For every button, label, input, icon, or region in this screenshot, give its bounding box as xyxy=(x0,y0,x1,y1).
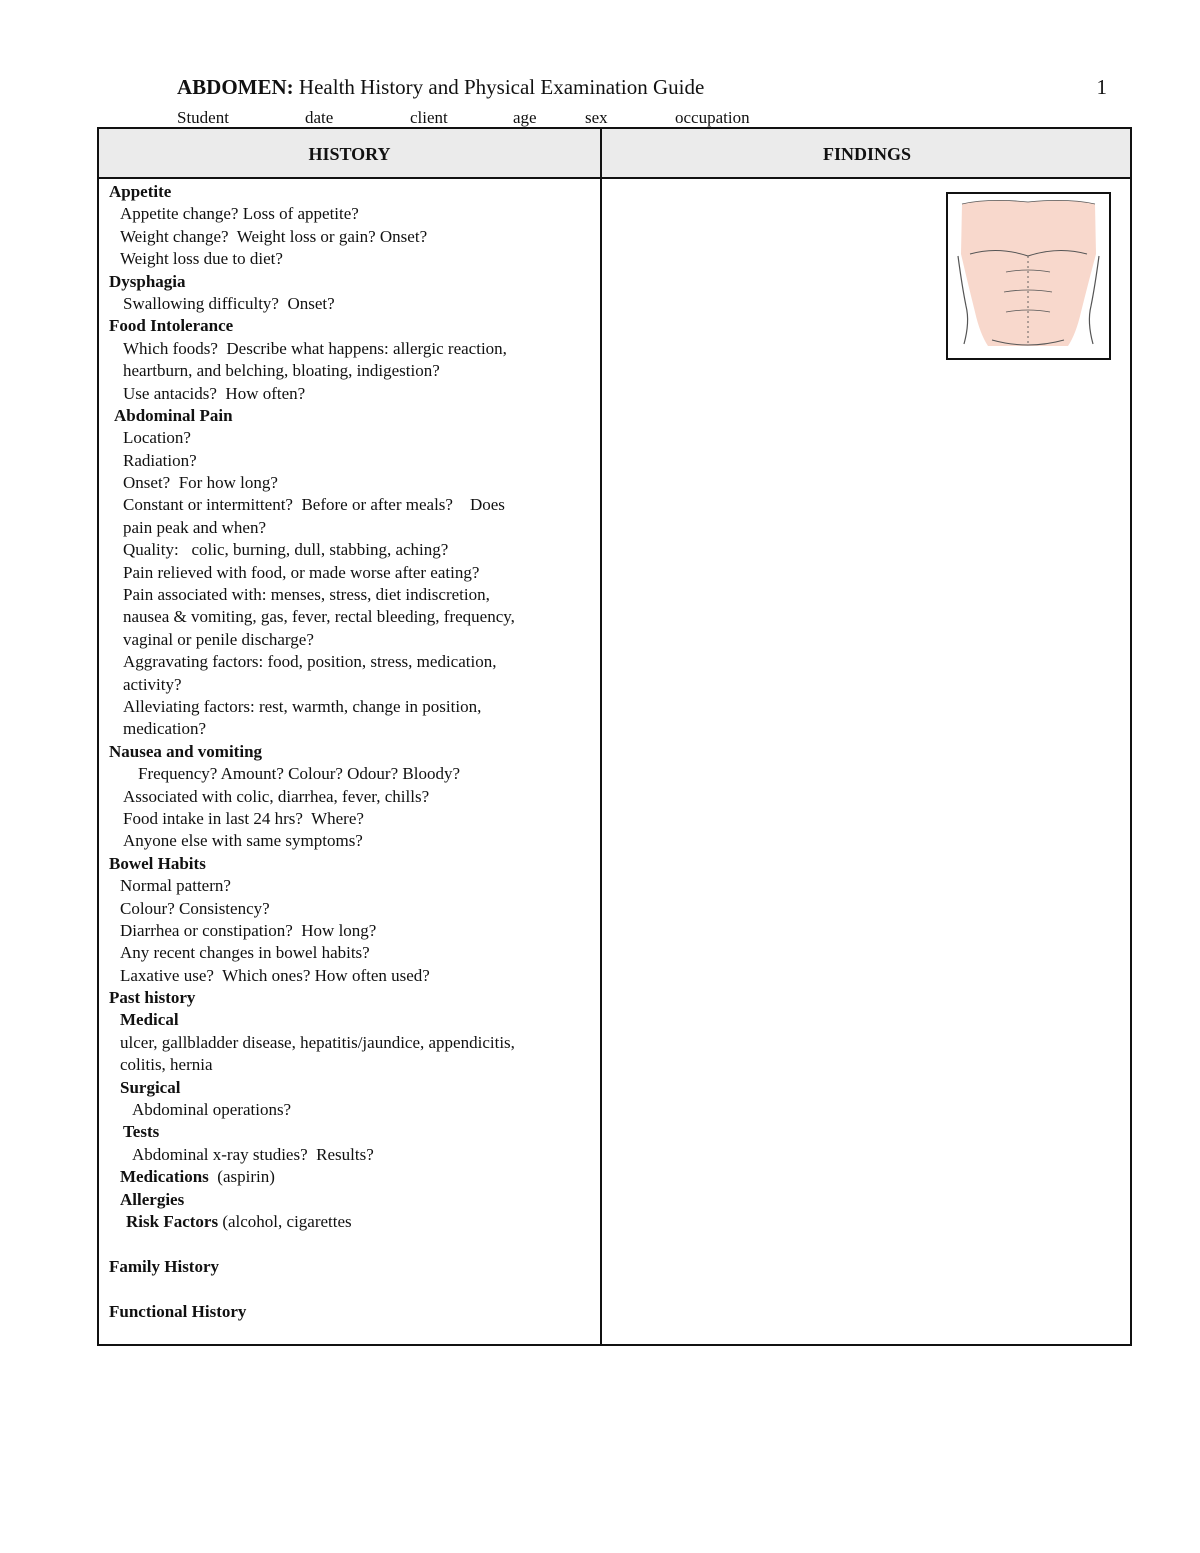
history-question xyxy=(109,875,594,897)
question-text: Food intake in last 24 hrs? Where? xyxy=(123,808,364,828)
question-text: Alleviating factors: rest, warmth, change in position, xyxy=(123,696,482,716)
history-question xyxy=(109,494,594,516)
heading-note: (alcohol, cigarettes xyxy=(218,1211,352,1231)
history-question xyxy=(109,539,594,561)
question-text: Associated with colic, diarrhea, fever, chills? xyxy=(123,786,430,806)
question-text: Quality: colic, burning, dull, stabbing, aching? xyxy=(123,540,449,560)
question-text: Aggravating factors: food, position, stress, medication, xyxy=(123,652,497,672)
section-heading xyxy=(109,1009,594,1031)
question-text: Pain relieved with food, or made worse after eating? xyxy=(123,562,480,582)
history-question xyxy=(109,517,594,539)
history-question xyxy=(109,450,594,472)
column-divider xyxy=(600,129,602,1344)
question-text: Appetite change? Loss of appetite? xyxy=(120,204,359,224)
question-text: Onset? For how long? xyxy=(123,473,278,493)
heading-text: Past history xyxy=(109,988,196,1008)
history-question xyxy=(109,629,594,651)
history-question xyxy=(109,808,594,830)
history-question xyxy=(109,1054,594,1076)
field-client: client xyxy=(410,108,448,127)
history-question xyxy=(109,1032,594,1054)
history-question xyxy=(109,830,594,852)
history-question xyxy=(109,293,594,315)
heading-text: Surgical xyxy=(120,1077,181,1097)
field-age: age xyxy=(513,108,537,127)
heading-text: Bowel Habits xyxy=(109,853,206,873)
section-heading xyxy=(109,1301,594,1323)
blank-line xyxy=(109,1278,594,1300)
heading-text: Allergies xyxy=(120,1189,185,1209)
title-description: Health History and Physical Examination Guide xyxy=(293,75,705,99)
question-text: Location? xyxy=(123,428,191,448)
question-text: Laxative use? Which ones? How often used? xyxy=(120,965,430,985)
question-text: heartburn, and belching, bloating, indigestion? xyxy=(123,361,440,381)
abdomen-torso-illustration xyxy=(946,192,1111,360)
question-text: Anyone else with same symptoms? xyxy=(123,831,363,851)
heading-text: Dysphagia xyxy=(109,271,186,291)
heading-text: Appetite xyxy=(109,182,172,201)
section-heading xyxy=(109,1256,594,1278)
history-column-header: HISTORY xyxy=(308,144,391,164)
field-sex: sex xyxy=(585,108,608,127)
abdomen-icon xyxy=(948,194,1109,358)
client-info-fields xyxy=(0,107,1200,129)
question-text: Use antacids? How often? xyxy=(123,383,306,403)
question-text: Normal pattern? xyxy=(120,876,231,896)
document-title xyxy=(177,72,1107,102)
section-heading xyxy=(109,1211,594,1233)
history-question xyxy=(109,360,594,382)
section-heading xyxy=(109,181,594,203)
section-heading xyxy=(109,271,594,293)
history-question xyxy=(109,606,594,628)
field-student: Student xyxy=(177,108,229,127)
heading-text: Family History xyxy=(109,1256,220,1276)
field-occupation: occupation xyxy=(675,108,750,127)
field-date: date xyxy=(305,108,334,127)
torso-skin xyxy=(961,200,1096,346)
question-text: Radiation? xyxy=(123,450,197,470)
history-question xyxy=(109,584,594,606)
history-question xyxy=(109,248,594,270)
table-header-row xyxy=(99,129,1130,179)
section-heading xyxy=(109,741,594,763)
section-heading xyxy=(109,1166,594,1188)
question-text: Abdominal operations? xyxy=(132,1100,292,1120)
history-question xyxy=(109,203,594,225)
section-heading xyxy=(109,1077,594,1099)
history-question xyxy=(109,718,594,740)
section-heading xyxy=(109,315,594,337)
blank-line xyxy=(109,1233,594,1255)
history-question xyxy=(109,786,594,808)
question-text: Constant or intermittent? Before or after meals? Does xyxy=(123,495,505,515)
history-question xyxy=(109,1144,594,1166)
question-text: vaginal or penile discharge? xyxy=(123,629,314,649)
history-question xyxy=(109,942,594,964)
question-text: colitis, hernia xyxy=(120,1055,213,1075)
heading-text: Functional History xyxy=(109,1301,247,1321)
question-text: Abdominal x-ray studies? Results? xyxy=(132,1144,374,1164)
history-question xyxy=(109,763,594,785)
question-text: Swallowing difficulty? Onset? xyxy=(123,293,335,313)
history-question xyxy=(109,696,594,718)
history-question xyxy=(109,965,594,987)
question-text: Which foods? Describe what happens: allergic reaction, xyxy=(123,338,507,358)
history-question xyxy=(109,920,594,942)
history-question xyxy=(109,226,594,248)
heading-text: Risk Factors xyxy=(126,1211,219,1231)
question-text: Colour? Consistency? xyxy=(120,898,270,918)
history-question xyxy=(109,383,594,405)
heading-text: Abdominal Pain xyxy=(114,405,233,425)
section-heading xyxy=(109,1189,594,1211)
question-text: Pain associated with: menses, stress, diet indiscretion, xyxy=(123,585,490,605)
question-text: Any recent changes in bowel habits? xyxy=(120,943,370,963)
heading-text: Food Intolerance xyxy=(109,316,234,336)
history-question xyxy=(109,898,594,920)
section-heading xyxy=(109,1121,594,1143)
question-text: activity? xyxy=(123,674,182,694)
question-text: Diarrhea or constipation? How long? xyxy=(120,920,377,940)
question-text: Weight loss due to diet? xyxy=(120,249,283,269)
history-question xyxy=(109,472,594,494)
heading-text: Nausea and vomiting xyxy=(109,741,263,761)
question-text: ulcer, gallbladder disease, hepatitis/jaundice, appendicitis, xyxy=(120,1032,515,1052)
findings-column-header: FINDINGS xyxy=(822,144,911,164)
history-column xyxy=(109,181,594,1323)
section-heading xyxy=(109,405,594,427)
section-heading xyxy=(109,853,594,875)
question-text: nausea & vomiting, gas, fever, rectal bleeding, frequency, xyxy=(123,607,515,627)
title-subject: ABDOMEN: xyxy=(177,75,294,99)
question-text: Frequency? Amount? Colour? Odour? Bloody? xyxy=(138,764,460,784)
page-number: 1 xyxy=(1096,75,1107,99)
heading-text: Tests xyxy=(123,1122,160,1142)
heading-text: Medications xyxy=(120,1167,209,1187)
history-question xyxy=(109,427,594,449)
question-text: Weight change? Weight loss or gain? Onset? xyxy=(120,226,428,246)
history-question xyxy=(109,562,594,584)
history-question xyxy=(109,1099,594,1121)
heading-note: (aspirin) xyxy=(208,1167,275,1187)
question-text: pain peak and when? xyxy=(123,517,267,537)
history-question xyxy=(109,674,594,696)
question-text: medication? xyxy=(123,719,207,739)
history-question xyxy=(109,651,594,673)
heading-text: Medical xyxy=(120,1010,179,1030)
section-heading xyxy=(109,987,594,1009)
history-question xyxy=(109,338,594,360)
